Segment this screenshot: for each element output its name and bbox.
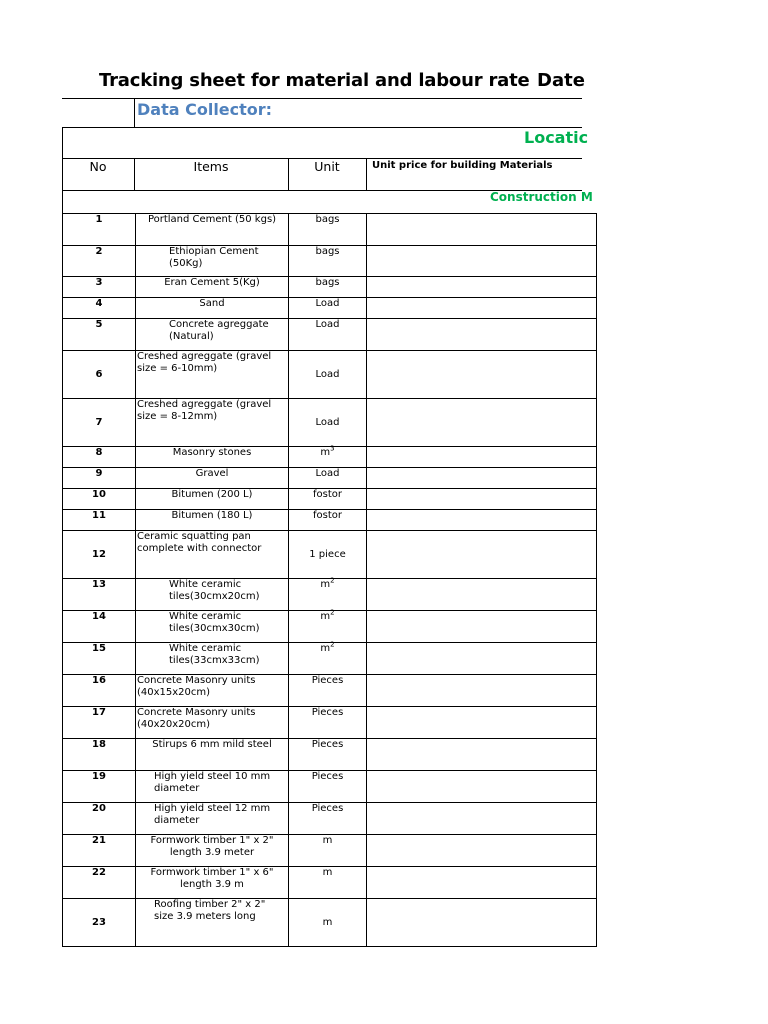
table-row [63,319,597,351]
row-number: 6 [63,351,136,399]
row-number: 3 [63,277,136,298]
unit-cell: 1 piece [289,531,367,579]
item-name: White ceramic tiles(33cmx33cm) [169,643,260,666]
row-number: 19 [63,771,136,803]
price-cell[interactable] [367,246,597,277]
price-cell[interactable] [367,319,597,351]
row-number: 15 [63,643,136,675]
item-name: Formwork timber 1" x 2" length 3.9 meter [150,835,274,858]
materials-table [62,213,597,947]
unit-cell: bags [289,246,367,277]
unit-superscript: 3 [330,444,335,453]
price-cell[interactable] [367,510,597,531]
table-row [63,771,597,803]
table-row [63,399,597,447]
unit-cell: m [289,899,367,947]
item-name: Concrete agreggate (Natural) [169,319,269,342]
price-cell[interactable] [367,675,597,707]
row-number: 14 [63,611,136,643]
unit-cell: Load [289,319,367,351]
price-cell[interactable] [367,579,597,611]
price-cell[interactable] [367,835,597,867]
date-label: Date [537,70,585,91]
item-name: Concrete Masonry units (40x20x20cm) [137,707,256,730]
price-cell[interactable] [367,771,597,803]
item-name: Bitumen (180 L) [171,510,253,521]
row-number: 1 [63,214,136,246]
table-row [63,531,597,579]
price-cell[interactable] [367,277,597,298]
item-name: Formwork timber 1" x 6" length 3.9 m [150,867,274,890]
price-cell[interactable] [367,298,597,319]
unit-superscript: 2 [330,640,335,649]
column-header-unit: Unit [314,159,340,174]
unit-cell: bags [289,277,367,298]
table-row [63,510,597,531]
row-number: 13 [63,579,136,611]
table-row [63,468,597,489]
unit-cell: Load [289,351,367,399]
table-row [63,611,597,643]
row-number: 11 [63,510,136,531]
item-name: Concrete Masonry units (40x15x20cm) [137,675,256,698]
unit-cell: fostor [289,510,367,531]
table-row [63,803,597,835]
table-row [63,739,597,771]
price-cell[interactable] [367,707,597,739]
row-number: 4 [63,298,136,319]
table-row [63,214,597,246]
price-cell[interactable] [367,867,597,899]
unit-superscript: 2 [330,576,335,585]
item-name: Ethiopian Cement (50Kg) [169,246,259,269]
unit-cell: Pieces [289,803,367,835]
item-name: Creshed agreggate (gravel size = 8-12mm) [137,399,272,422]
row-number: 2 [63,246,136,277]
price-cell[interactable] [367,531,597,579]
price-cell[interactable] [367,447,597,468]
price-cell[interactable] [367,489,597,510]
item-name: Creshed agreggate (gravel size = 6-10mm) [137,351,272,374]
unit-cell: Pieces [289,739,367,771]
row-number: 9 [63,468,136,489]
price-cell[interactable] [367,351,597,399]
unit-cell: m [320,611,331,622]
section-label: Construction M [490,190,593,204]
item-name: White ceramic tiles(30cmx20cm) [169,579,260,602]
unit-cell: Load [289,399,367,447]
table-row [63,835,597,867]
item-name: Gravel [195,468,229,479]
table-row [63,579,597,611]
price-cell[interactable] [367,399,597,447]
table-row [63,675,597,707]
item-name: Ceramic squatting pan complete with connector [137,531,262,554]
table-row [63,277,597,298]
row-number: 12 [63,531,136,579]
item-name: White ceramic tiles(30cmx30cm) [169,611,260,634]
table-row [63,899,597,947]
item-name: High yield steel 10 mm diameter [154,771,271,794]
table-row [63,298,597,319]
price-cell[interactable] [367,803,597,835]
item-name: Bitumen (200 L) [171,489,253,500]
table-row [63,489,597,510]
row-number: 22 [63,867,136,899]
row-number: 8 [63,447,136,468]
table-row [63,351,597,399]
price-cell[interactable] [367,643,597,675]
unit-superscript: 2 [330,608,335,617]
unit-cell: bags [289,214,367,246]
unit-cell: Pieces [289,771,367,803]
unit-cell: Pieces [289,707,367,739]
item-name: High yield steel 12 mm diameter [154,803,271,826]
page-title: Tracking sheet for material and labour rate [99,70,530,91]
unit-cell: m [320,447,331,458]
unit-cell: m [320,643,331,654]
unit-cell: m [289,867,367,899]
item-name: Portland Cement (50 kgs) [147,214,277,225]
table-row [63,246,597,277]
unit-cell: Load [289,298,367,319]
row-number: 10 [63,489,136,510]
price-cell[interactable] [367,468,597,489]
row-number: 16 [63,675,136,707]
row-number: 5 [63,319,136,351]
row-number: 17 [63,707,136,739]
table-row [63,707,597,739]
price-cell[interactable] [367,739,597,771]
row-number: 23 [63,899,136,947]
row-number: 18 [63,739,136,771]
unit-cell: Load [289,468,367,489]
item-name: Masonry stones [172,447,252,458]
item-name: Sand [199,298,225,309]
unit-cell: Pieces [289,675,367,707]
price-cell[interactable] [367,899,597,947]
data-collector-label: Data Collector: [137,100,273,119]
unit-cell: m [320,579,331,590]
column-header-price: Unit price for building Materials [372,160,553,171]
row-number: 21 [63,835,136,867]
table-row [63,447,597,468]
item-name: Stirups 6 mm mild steel [152,739,272,750]
row-number: 20 [63,803,136,835]
row-number: 7 [63,399,136,447]
price-cell[interactable] [367,611,597,643]
table-row [63,867,597,899]
item-name: Eran Cement 5(Kg) [164,277,260,288]
unit-cell: fostor [289,489,367,510]
column-header-items: Items [193,159,229,174]
price-cell[interactable] [367,214,597,246]
item-name: Roofing timber 2" x 2" size 3.9 meters long [154,899,266,922]
location-label: Locatic [524,128,589,147]
unit-cell: m [289,835,367,867]
table-row [63,643,597,675]
column-header-no: No [89,159,107,174]
